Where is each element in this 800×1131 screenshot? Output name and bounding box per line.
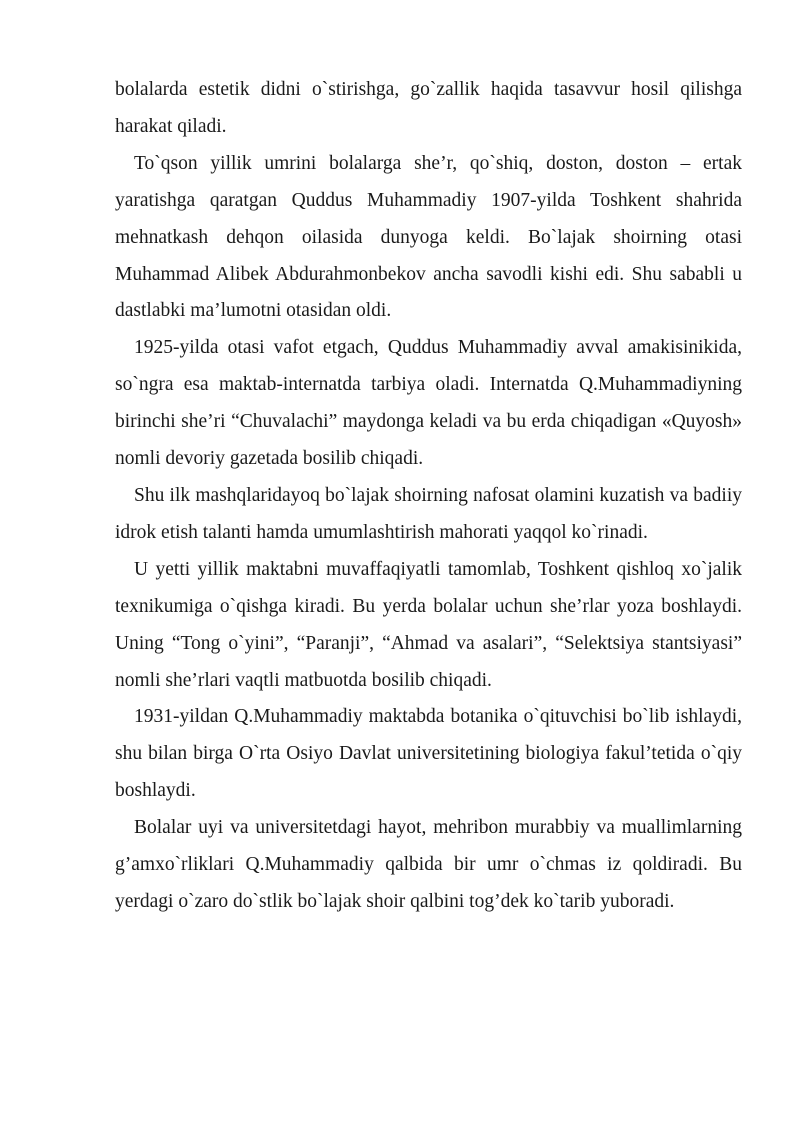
paragraph-1: bolalarda estetik didni o`stirishga, go`zallik haqida tasavvur hosil qilishga harakat qiladi. <box>115 79 742 137</box>
paragraph-6: 1931-yildan Q.Muhammadiy maktabda botanika o`qituvchisi bo`lib ishlaydi, shu bilan birga O`rta Osiyo Davlat universitetining biologiya fakul’tetida o`qiy boshlaydi. <box>115 706 742 802</box>
paragraph-5: U yetti yillik maktabni muvaffaqiyatli tamomlab, Toshkent qishloq xo`jalik texnikumiga o`qishga kiradi. Bu yerda bolalar uchun she’rlar yoza boshlaydi. Uning “Tong o`yini”, “Paranji”, “Ahmad va asalari”, “Selektsiya stantsiyasi” nomli she’rlari vaqtli matbuotda bosilib chiqadi. <box>115 558 742 691</box>
body-text <box>115 72 742 921</box>
paragraph-2: To`qson yillik umrini bolalarga she’r, qo`shiq, doston, doston – ertak yaratishga qaratgan Quddus Muhammadiy 1907-yilda Toshkent shahrida mehnatkash dehqon oilasida dunyoga keldi. Bo`lajak shoirning otasi Muhammad Alibek Abdurahmonbekov ancha savodli kishi edi. Shu sababli u dastlabki ma’lumotni otasidan oldi. <box>115 152 742 322</box>
paragraph-4: Shu ilk mashqlaridayoq bo`lajak shoirning nafosat olamini kuzatish va badiiy idrok etish talanti hamda umumlashtirish mahorati yaqqol ko`rinadi. <box>115 484 742 543</box>
paragraph-7: Bolalar uyi va universitetdagi hayot, mehribon murabbiy va muallimlarning g’amxo`rliklari Q.Muhammadiy qalbida bir umr o`chmas iz qoldiradi. Bu yerdagi o`zaro do`stlik bo`lajak shoir qalbini tog’dek ko`tarib yuboradi. <box>115 817 742 912</box>
paragraph-3: 1925-yilda otasi vafot etgach, Quddus Muhammadiy avval amakisinikida, so`ngra esa maktab-internatda tarbiya oladi. Internatda Q.Muhammadiyning birinchi she’ri “Chuvalachi” maydonga keladi va bu erda chiqadigan «Quyosh» nomli devoriy gazetada bosilib chiqadi. <box>115 337 742 470</box>
